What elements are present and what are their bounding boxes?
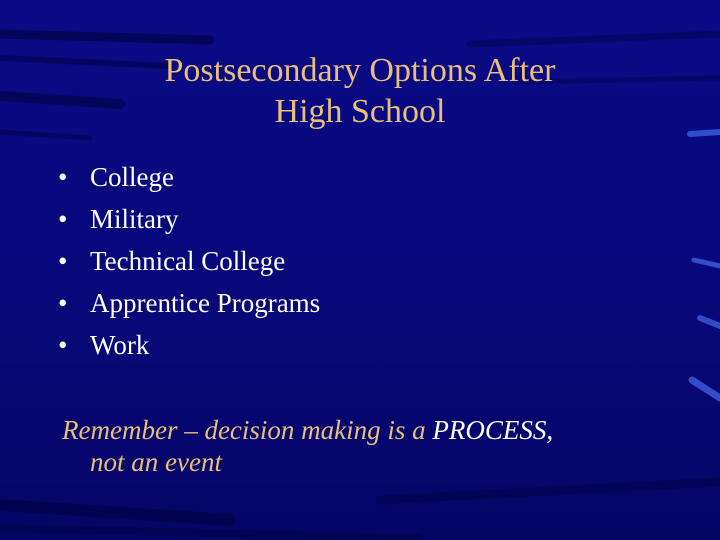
title-line-2: High School — [274, 93, 446, 130]
bullet-icon: • — [58, 288, 68, 318]
list-item-label: College — [90, 162, 174, 192]
bullet-list — [58, 160, 320, 370]
bullet-icon: • — [58, 246, 68, 276]
list-item — [58, 202, 320, 244]
note-emphasis: PROCESS, — [432, 415, 554, 445]
title-line-1: Postsecondary Options After — [164, 52, 556, 89]
list-item — [58, 286, 320, 328]
note-text: Remember – decision making is a — [62, 415, 433, 445]
list-item-label: Technical College — [90, 246, 286, 276]
list-item — [58, 328, 320, 370]
bullet-icon: • — [58, 204, 68, 234]
bullet-icon: • — [58, 330, 68, 360]
list-item-label: Work — [90, 330, 150, 360]
reminder-note — [62, 414, 702, 478]
list-item — [58, 244, 320, 286]
slide-title — [60, 50, 660, 132]
list-item-label: Apprentice Programs — [90, 288, 321, 318]
bullet-icon: • — [58, 162, 68, 192]
list-item — [58, 160, 320, 202]
list-item-label: Military — [90, 204, 179, 234]
note-line-2: not an event — [90, 447, 222, 477]
